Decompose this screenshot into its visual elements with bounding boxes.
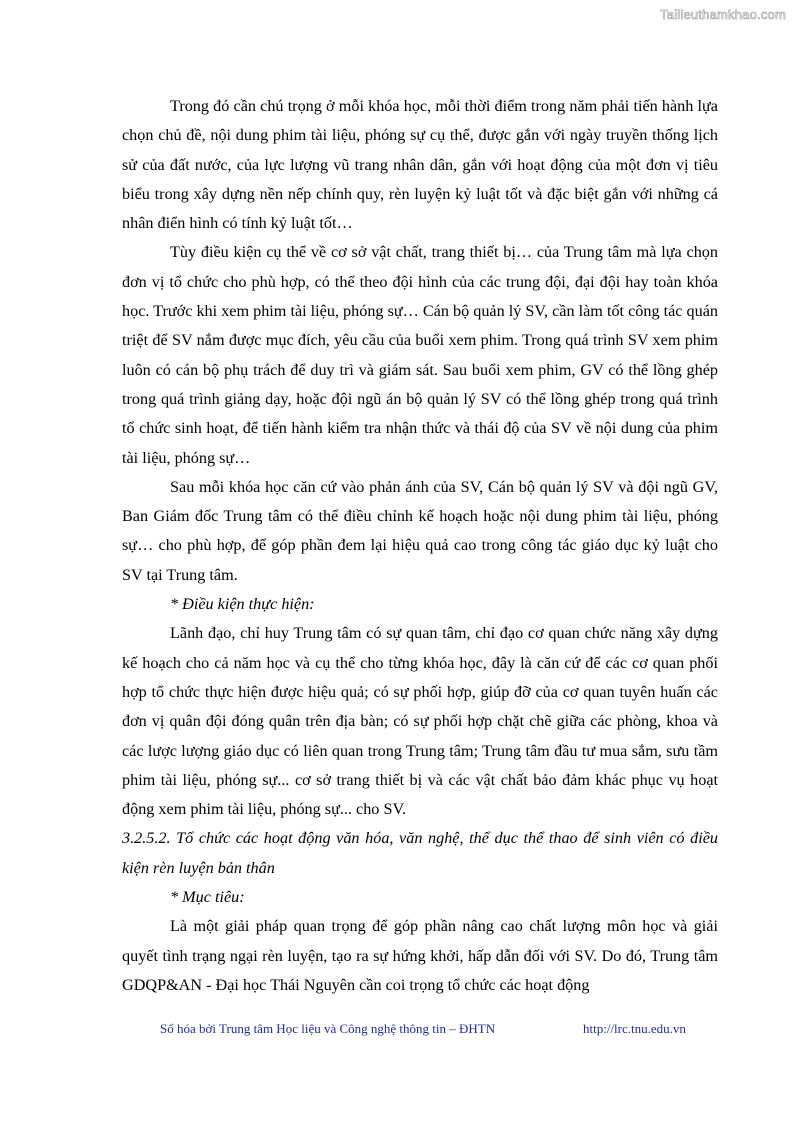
paragraph-2: Tùy điều kiện cụ thể về cơ sở vật chất, trang thiết bị… của Trung tâm mà lựa chọn đơn vị tổ chức cho phù hợp, có thể theo đội hình của các trung đội, đại đội hay toàn khóa học. Trước khi xem phim tài liệu, phóng sự… Cán bộ quản lý SV, cần làm tốt công tác quán triệt để SV nắm được mục đích, yêu cầu của buổi xem phim. Trong quá trình SV xem phim luôn có cán bộ phụ trách để duy trì và giám sát. Sau buổi xem phim, GV có thể lồng ghép trong quá trình giảng dạy, hoặc đội ngũ án bộ quản lý SV có thể lồng ghép trong quá trình tổ chức sinh hoạt, để tiến hành kiểm tra nhận thức và thái độ của SV về nội dung của phim tài liệu, phóng sự… xyxy=(122,243,718,467)
conditions-label: * Điều kiện thực hiện: xyxy=(170,595,315,614)
objective-label: * Mục tiêu: xyxy=(170,888,245,907)
section-heading: 3.2.5.2. Tổ chức các hoạt động văn hóa, văn nghệ, thể dục thể thao để sinh viên có điều kiện rèn luyện bản thân xyxy=(122,829,718,877)
paragraph-4: Lãnh đạo, chỉ huy Trung tâm có sự quan tâm, chỉ đạo cơ quan chức năng xây dựng kế hoạch cho cả năm học và cụ thể cho từng khóa học, đây là căn cứ để các cơ quan phối hợp tổ chức thực hiện được hiệu quả; có sự phối hợp, giúp đỡ của cơ quan tuyên huấn các đơn vị quân đội đóng quân trên địa bàn; có sự phối hợp chặt chẽ giữa các phòng, khoa và các lược lượng giáo dục có liên quan trong Trung tâm; Trung tâm đầu tư mua sắm, sưu tầm phim tài liệu, phóng sự... cơ sở trang thiết bị và các vật chất bảo đảm khác phục vụ hoạt động xem phim tài liệu, phóng sự... cho SV. xyxy=(122,624,718,819)
footer-url-link[interactable]: http://lrc.tnu.edu.vn xyxy=(583,1021,686,1036)
paragraph-1: Trong đó cần chú trọng ở mỗi khóa học, mỗi thời điểm trong năm phải tiến hành lựa chọn chủ đề, nội dung phim tài liệu, phóng sự cụ thể, được gắn với ngày truyền thống lịch sử của đất nước, của lực lượng vũ trang nhân dân, gắn với hoạt động của một đơn vị tiêu biểu trong xây dựng nền nếp chính quy, rèn luyện kỷ luật tốt và đặc biệt gắn với những cá nhân điển hình có tính kỷ luật tốt… xyxy=(122,97,718,233)
footer-credit: Số hóa bởi Trung tâm Học liệu và Công nghệ thông tin – ĐHTN xyxy=(160,1021,496,1036)
paragraph-5: Là một giải pháp quan trọng để góp phần nâng cao chất lượng môn học và giải quyết tình trạng ngại rèn luyện, tạo ra sự hứng khởi, hấp dẫn đối với SV. Do đó, Trung tâm GDQP&AN - Đại học Thái Nguyên cần coi trọng tổ chức các hoạt động xyxy=(122,917,718,994)
document-body xyxy=(122,92,718,1000)
watermark-text: Tailieuthamkhao.com xyxy=(660,7,786,22)
paragraph-3: Sau mỗi khóa học căn cứ vào phản ánh của SV, Cán bộ quản lý SV và đội ngũ GV, Ban Giám đốc Trung tâm có thể điều chỉnh kế hoạch hoặc nội dung phim tài liệu, phóng sự… cho phù hợp, để góp phần đem lại hiệu quả cao trong công tác giáo dục kỷ luật cho SV tại Trung tâm. xyxy=(122,477,718,584)
